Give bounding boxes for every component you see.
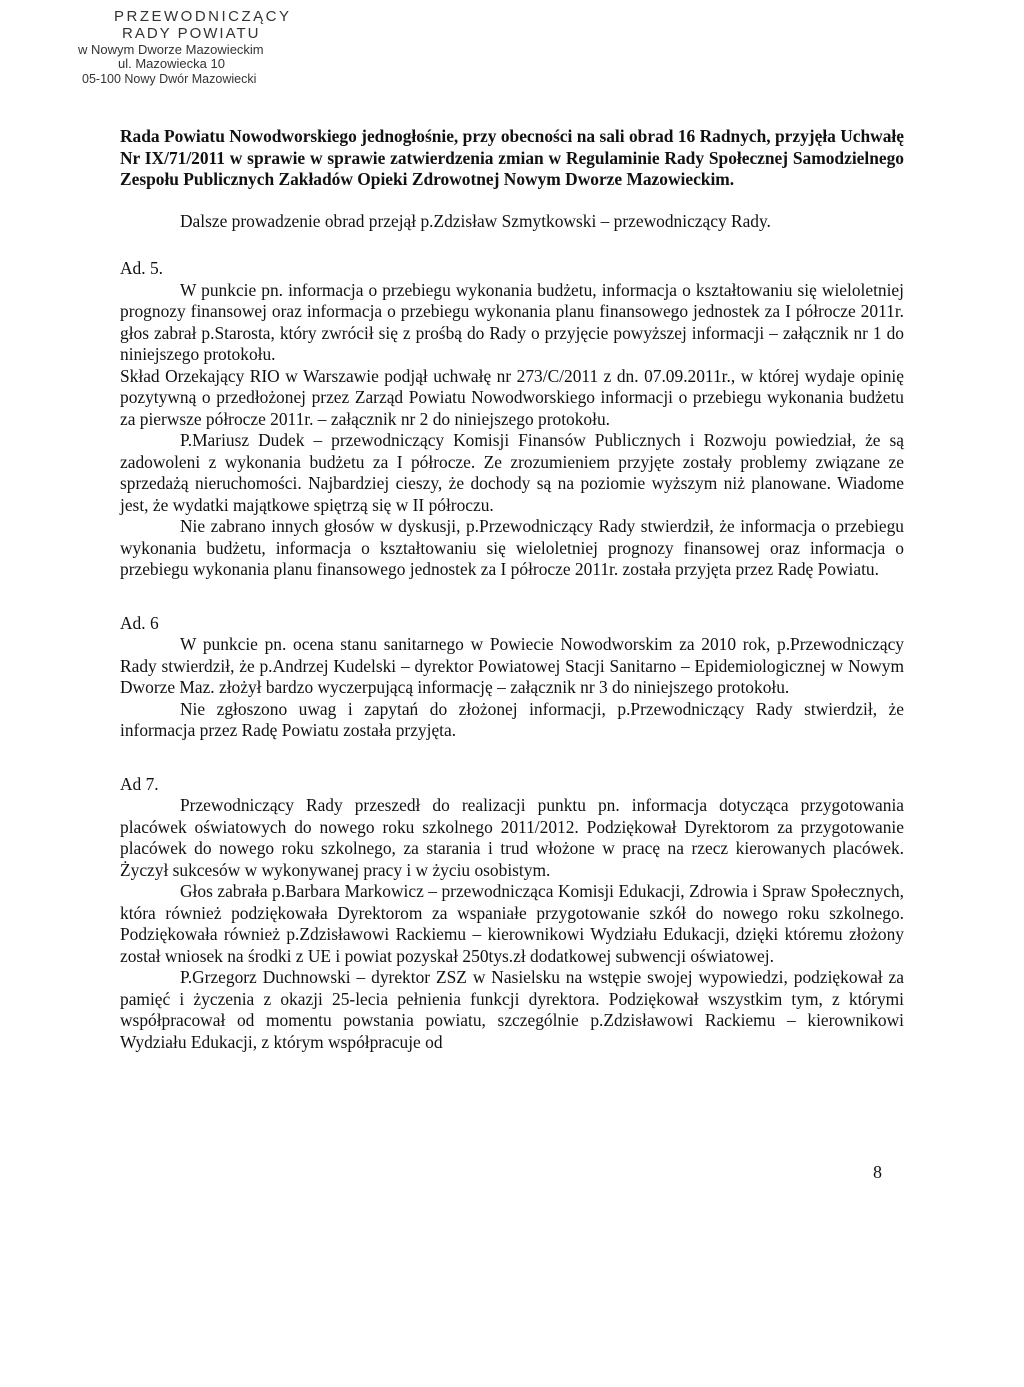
- section-paragraph: W punkcie pn. informacja o przebiegu wykonania budżetu, informacja o kształtowaniu się wieloletniej prognozy finansowej oraz informacja o przebiegu wykonania planu finansowego jednostek za I półrocze 2011r. głos zabrał p.Starosta, który zwrócił się z prośbą do Rady o przyjęcie powyższej informacji – załącznik nr 1 do niniejszego protokołu.: [120, 279, 904, 364]
- section-paragraph: W punkcie pn. ocena stanu sanitarnego w Powiecie Nowodworskim za 2010 rok, p.Przewodniczący Rady stwierdził, że p.Andrzej Kudelski – dyrektor Powiatowej Stacji Sanitarno – Epidemiologicznej w Nowym Dworze Maz. złożył bardzo wyczerpującą informację – załącznik nr 3 do niniejszego protokołu.: [120, 634, 904, 697]
- stamp-line-council: RADY POWIATU: [122, 25, 261, 43]
- stamp-line-title: PRZEWODNICZĄCY: [114, 8, 292, 25]
- section-paragraph: Nie zgłoszono uwag i zapytań do złożonej informacji, p.Przewodniczący Rady stwierdził, że informacja przez Radę Powiatu została przyjęta.: [120, 698, 904, 740]
- section-paragraph: Przewodniczący Rady przeszedł do realizacji punktu pn. informacja dotycząca przygotowania placówek oświatowych do nowego roku szkolnego 2011/2012. Podziękował Dyrektorom za przygotowanie placówek do nowego roku szkolnego, za starania i trud włożone w pracę na rzecz kierowanych placówek. Życzył sukcesów w wykonywanej pracy i w życiu osobistym.: [120, 795, 904, 880]
- stamp-line-postal: 05-100 Nowy Dwór Mazowiecki: [82, 72, 257, 87]
- stamp-line-town: w Nowym Dworze Mazowieckim: [78, 41, 264, 57]
- section-ad-5: [120, 258, 904, 581]
- section-paragraph: Skład Orzekający RIO w Warszawie podjął uchwałę nr 273/C/2011 z dn. 07.09.2011r., w której wydaje opinię pozytywną o przedłożonej przez Zarząd Powiatu Nowodworskiego informacji o przebiegu wykonania budżetu za pierwsze półrocze 2011r. – załącznik nr 2 do niniejszego protokołu.: [120, 365, 904, 429]
- section-ad-7: [120, 774, 904, 1054]
- section-paragraph: Nie zabrano innych głosów w dyskusji, p.Przewodniczący Rady stwierdził, że informacja o przebiegu wykonania budżetu, informacja o kształtowaniu się wieloletniej prognozy finansowej oraz informacja o przebiegu wykonania planu finansowego jednostek za I półrocze 2011r. została przyjęta przez Radę Powiatu.: [120, 516, 904, 579]
- section-heading: Ad 7.: [120, 773, 159, 794]
- document-body: [120, 126, 904, 1053]
- council-stamp: [78, 8, 338, 87]
- section-paragraph: P.Grzegorz Duchnowski – dyrektor ZSZ w Nasielsku na wstępie swojej wypowiedzi, podziękował za pamięć i życzenia z okazji 25-lecia pełnienia funkcji dyrektora. Podziękował wszystkim tym, z którymi współpracował od momentu powstania powiatu, szczególnie p.Zdzisławowi Rackiemu – kierownikowi Wydziału Edukacji, z którym współpracuje od: [120, 967, 904, 1052]
- stamp-line-street: ul. Mazowiecka 10: [118, 56, 225, 72]
- page-number: 8: [873, 1162, 882, 1182]
- section-paragraph: P.Mariusz Dudek – przewodniczący Komisji Finansów Publicznych i Rozwoju powiedział, że są zadowoleni z wykonania budżetu za I półrocze. Ze zrozumieniem przyjęte zostały problemy związane ze sprzedażą nieruchomości. Najbardziej cieszy, że dochody są na poziomie wyższym niż planowane. Wiadome jest, że wydatki majątkowe spiętrzą się w II półroczu.: [120, 430, 904, 515]
- chair-handover-paragraph: Dalsze prowadzenie obrad przejął p.Zdzisław Szmytkowski – przewodniczący Rady.: [180, 210, 771, 231]
- section-paragraph: Głos zabrała p.Barbara Markowicz – przewodnicząca Komisji Edukacji, Zdrowia i Spraw Społecznych, która również podziękowała Dyrektorom za wspaniałe przygotowanie szkół do nowego roku szkolnego. Podziękowała również p.Zdzisławowi Rackiemu – kierownikowi Wydziału Edukacji, dzięki któremu złożony został wniosek na środki z UE i powiat pozyskał 250tys.zł dodatkowej subwencji oświatowej.: [120, 881, 904, 966]
- section-heading: Ad. 6: [120, 612, 159, 633]
- section-ad-6: [120, 613, 904, 742]
- section-heading: Ad. 5.: [120, 258, 163, 278]
- resolution-paragraph: Rada Powiatu Nowodworskiego jednogłośnie, przy obecności na sali obrad 16 Radnych, przyjęła Uchwałę Nr IX/71/2011 w sprawie w sprawie zatwierdzenia zmian w Regulaminie Rady Społecznej Samodzielnego Zespołu Publicznych Zakładów Opieki Zdrowotnej Nowym Dworze Mazowieckim.: [120, 126, 904, 189]
